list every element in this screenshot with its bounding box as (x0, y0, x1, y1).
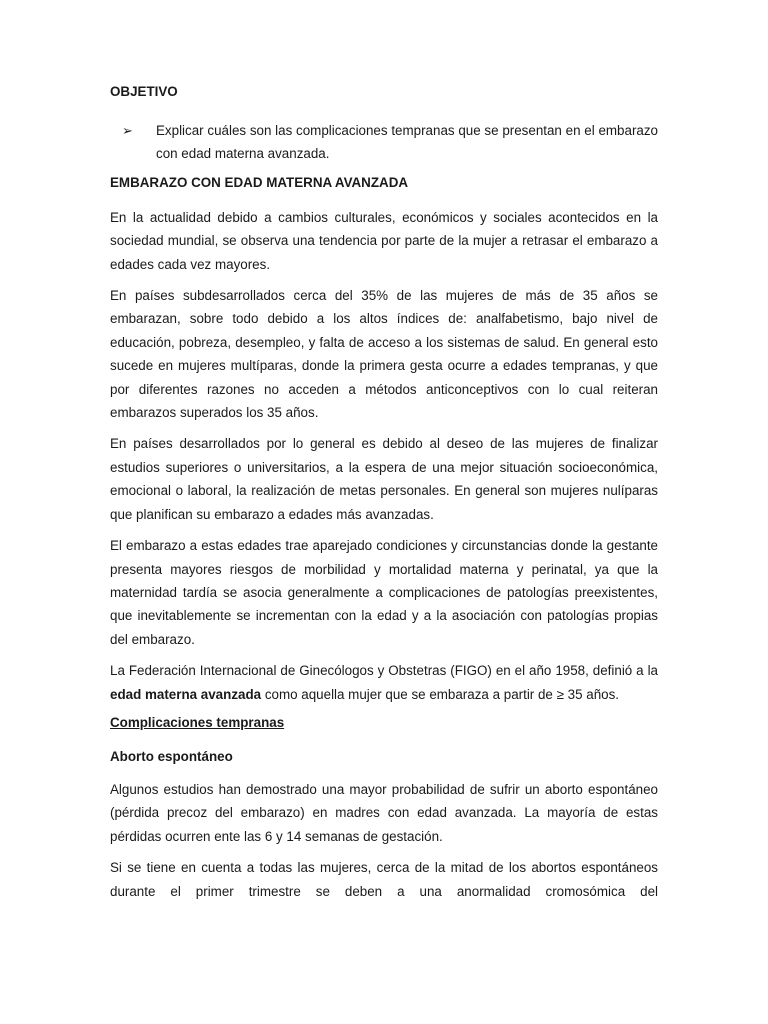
arrow-bullet-icon: ➢ (122, 123, 133, 138)
paragraph-5-bold-term: edad materna avanzada (110, 686, 262, 702)
objective-bullet-text: Explicar cuáles son las complicaciones tempranas que se presentan en el embarazo con edad materna avanzada. (156, 123, 658, 162)
objective-heading: OBJETIVO (110, 84, 178, 99)
complications-heading: Complicaciones tempranas (110, 714, 285, 730)
paragraph-7: Si se tiene en cuenta a todas las mujeres, cerca de la mitad de los abortos espontáneos durante el primer trimestre se deben a una anormalidad cromosómica del (110, 860, 658, 899)
document-page (110, 83, 658, 911)
section-heading: EMBARAZO CON EDAD MATERNA AVANZADA (110, 174, 409, 190)
paragraph-5-end: como aquella mujer que se embaraza a partir de ≥ 35 años. (261, 686, 620, 702)
paragraph-3: En países desarrollados por lo general es debido al deseo de las mujeres de finalizar estudios superiores o universitarios, a la espera de una mejor situación socioeconómica, emocional o laboral, la realización de metas personales. En general son mujeres nulíparas que planifican su embarazo a edades más avanzadas. (110, 436, 658, 522)
abortion-heading: Aborto espontáneo (110, 748, 233, 764)
paragraph-2: En países subdesarrollados cerca del 35% de las mujeres de más de 35 años se embarazan, sobre todo debido a los altos índices de: analfabetismo, bajo nivel de educación, pobreza, desempleo, y falta de acceso a los sistemas de salud. En general esto sucede en mujeres multíparas, donde la primera gesta ocurre a edades tempranas, y que por diferentes razones no acceden a métodos anticonceptivos con lo cual reiteran embarazos superados los 35 años. (110, 288, 658, 421)
paragraph-5 (110, 659, 658, 706)
paragraph-1: En la actualidad debido a cambios culturales, económicos y sociales acontecidos en la sociedad mundial, se observa una tendencia por parte de la mujer a retrasar el embarazo a edades cada vez mayores. (110, 209, 658, 272)
objective-bullet-item (110, 119, 658, 166)
paragraph-5-start: La Federación Internacional de Ginecólogos y Obstetras (FIGO) en el año 1958, definió a la (110, 663, 658, 679)
paragraph-6: Algunos estudios han demostrado una mayor probabilidad de sufrir un aborto espontáneo (pérdida precoz del embarazo) en madres con edad avanzada. La mayoría de estas pérdidas ocurren ente las 6 y 14 semanas de gestación. (110, 781, 658, 844)
paragraph-4: El embarazo a estas edades trae aparejado condiciones y circunstancias donde la gestante presenta mayores riesgos de morbilidad y mortalidad materna y perinatal, ya que la maternidad tardía se asocia generalmente a complicaciones de patologías preexistentes, que inevitablemente se incrementan con la edad y a la asociación con patologías propias del embarazo. (110, 538, 658, 647)
